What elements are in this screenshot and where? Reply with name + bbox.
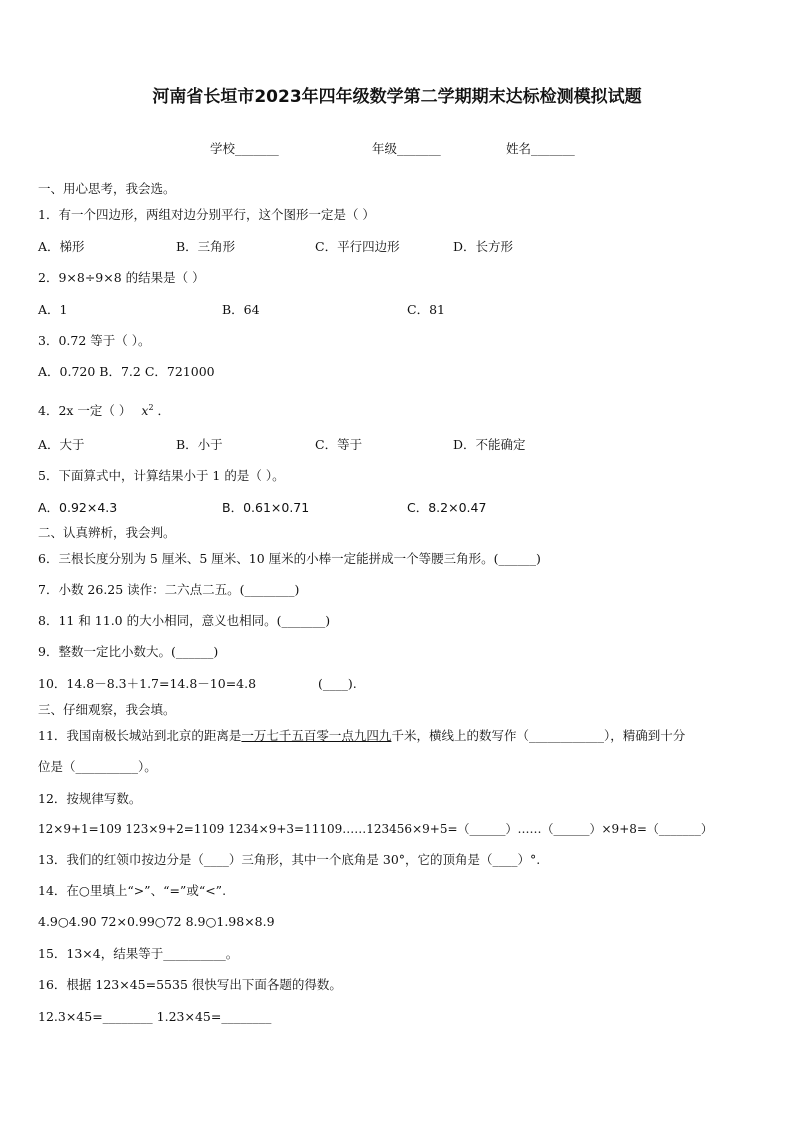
question-6: 6．三根长度分别为 5 厘米、5 厘米、10 厘米的小棒一定能拼成一个等腰三角形。(______)	[38, 551, 541, 566]
question-1: 1．有一个四边形，两组对边分别平行，这个图形一定是（ ）	[38, 207, 375, 222]
grade-field[interactable]: 年级_______	[372, 141, 441, 156]
q2-option-b[interactable]: B．64	[222, 302, 260, 317]
q4-stem: 4．2x 一定（ ）	[38, 403, 132, 419]
q4-variable: x	[141, 403, 149, 419]
question-16: 16．根据 123×45=5535 很快写出下面各题的得数。	[38, 977, 342, 992]
question-11-line2: 位是（__________）。	[38, 759, 157, 774]
question-11	[38, 727, 685, 745]
q2-option-a[interactable]: A．1	[38, 302, 68, 317]
q4-option-c[interactable]: C．等于	[315, 437, 363, 452]
q4-end: ．	[157, 403, 171, 419]
question-3: 3．0.72 等于（ ）。	[38, 333, 151, 348]
q4-exponent: 2	[148, 403, 154, 412]
q14-comparisons: 4.9○4.90 72×0.99○72 8.9○1.98×8.9	[38, 914, 275, 929]
q1-option-b[interactable]: B．三角形	[176, 239, 236, 254]
question-2: 2．9×8÷9×8 的结果是（ ）	[38, 270, 205, 285]
q1-option-d[interactable]: D．长方形	[453, 239, 514, 254]
q1-option-c[interactable]: C．平行四边形	[315, 239, 400, 254]
q4-option-b[interactable]: B．小于	[176, 437, 223, 452]
q11-post: 千米，横线上的数写作（____________），精确到十分	[391, 728, 686, 743]
q5-option-a[interactable]: A．0.92×4.3	[38, 500, 118, 515]
q16-answers: 12.3×45=________ 1.23×45=________	[38, 1009, 272, 1024]
q5-option-b[interactable]: B．0.61×0.71	[222, 500, 310, 515]
q11-pre: 11．我国南极长城站到北京的距离是	[38, 728, 242, 743]
q10-answer-blank[interactable]: (____).	[318, 676, 357, 691]
question-15: 15．13×4，结果等于__________。	[38, 946, 239, 961]
question-9: 9．整数一定比小数大。(______)	[38, 644, 219, 659]
name-field[interactable]: 姓名_______	[506, 141, 575, 156]
q5-option-c[interactable]: C．8.2×0.47	[407, 500, 487, 515]
question-7: 7．小数 26.25 读作：二六点二五。(________)	[38, 582, 300, 597]
q4-option-d[interactable]: D．不能确定	[453, 437, 526, 452]
q1-option-a[interactable]: A．梯形	[38, 239, 85, 254]
q2-option-c[interactable]: C．81	[407, 302, 445, 317]
question-8: 8．11 和 11.0 的大小相同，意义也相同。(_______)	[38, 613, 331, 628]
section-heading-2: 二、认真辨析，我会判。	[38, 525, 176, 540]
question-4	[38, 399, 170, 420]
q3-options[interactable]: A．0.720 B．7.2 C．721000	[38, 364, 215, 379]
school-field[interactable]: 学校_______	[210, 141, 279, 156]
section-heading-3: 三、仔细观察，我会填。	[38, 702, 176, 717]
section-heading-1: 一、用心思考，我会选。	[38, 181, 176, 196]
question-10: 10．14.8－8.3＋1.7=14.8－10=4.8	[38, 676, 257, 691]
page-title: 河南省长垣市2023年四年级数学第二学期期末达标检测模拟试题	[152, 87, 642, 107]
q4-option-a[interactable]: A．大于	[38, 437, 85, 452]
q11-underlined: 一万七千五百零一点九四九	[241, 728, 392, 743]
question-14: 14．在○里填上“>”、“=”或“<”.	[38, 883, 227, 898]
q12-sequence: 12×9+1=109 123×9+2=1109 1234×9+3=11109……123456×9+5=（______）……（______）×9+8=（_______）	[38, 822, 713, 836]
question-13: 13．我们的红领巾按边分是（____）三角形，其中一个底角是 30°，它的顶角是（____）°.	[38, 852, 541, 867]
question-5: 5．下面算式中，计算结果小于 1 的是（ ）。	[38, 468, 285, 483]
question-12: 12．按规律写数。	[38, 791, 142, 806]
